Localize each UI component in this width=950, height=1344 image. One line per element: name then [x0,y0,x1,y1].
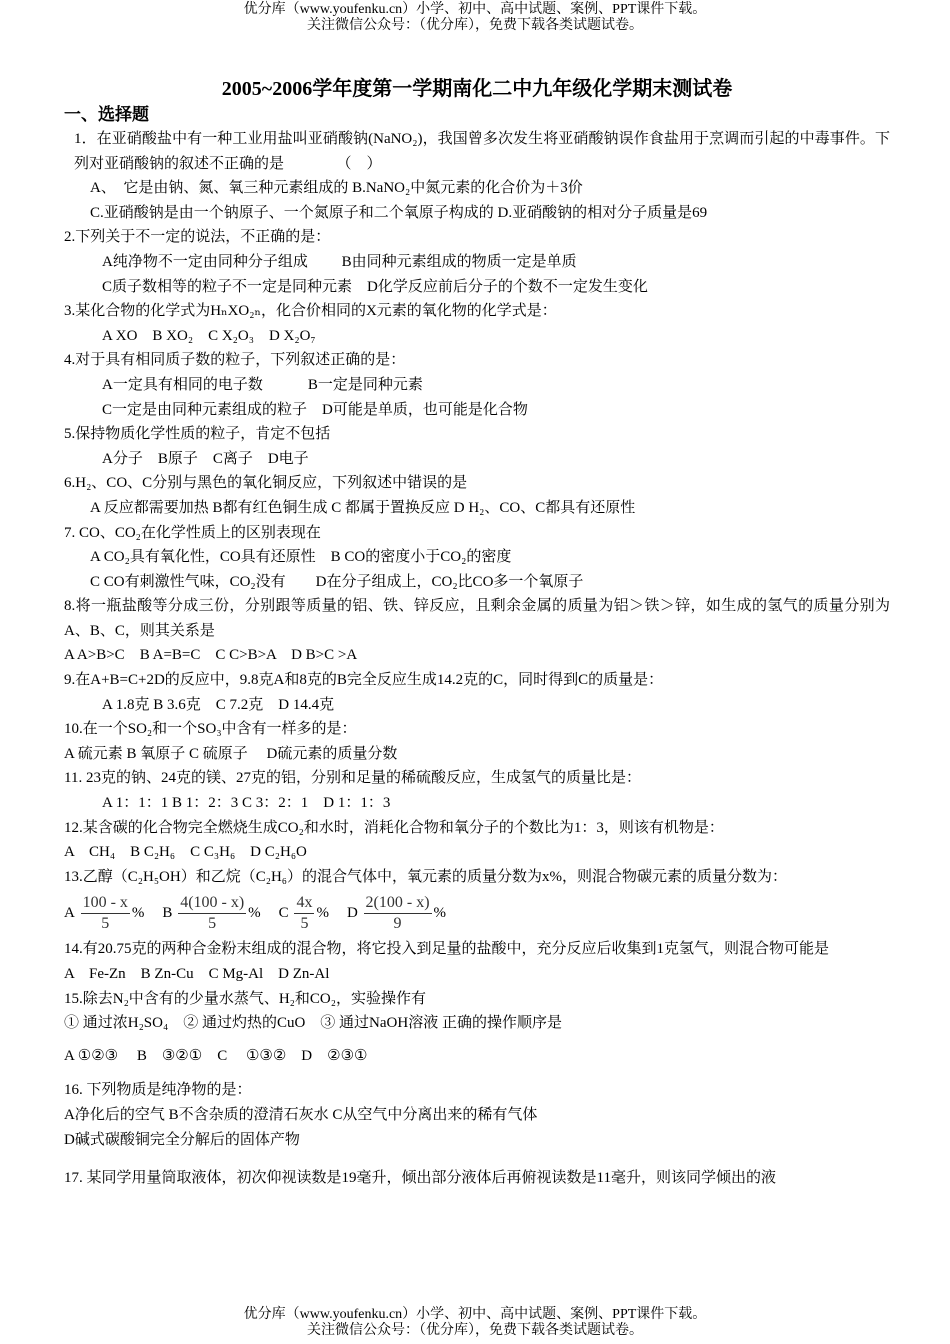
header-line-2: 关注微信公众号：（优分库），免费下载各类试题试卷。 [307,18,643,33]
question-17 [64,1166,890,1191]
footer-line-2: 关注微信公众号：（优分库），免费下载各类试题试卷。 [307,1323,643,1338]
option-c-label: C [278,905,289,922]
question-8 [64,594,890,668]
question-9 [64,668,890,717]
question-16 [64,1078,890,1152]
question-11-options: A 1：1：1 B 1：2：3 C 3：2：1 D 1：1：3 [102,795,391,812]
option-b-denominator: 5 [208,914,217,932]
option-a-percent: % [131,905,145,922]
question-6-stem: 6.H₂、CO、C分别与黑色的氧化铜反应，下列叙述中错误的是 [64,475,468,492]
option-a-fraction [81,893,130,934]
question-10-options: A 硫元素 B 氧原子 C 硫原子 D硫元素的质量分数 [64,745,398,762]
option-c-numerator: 4x [294,893,314,914]
question-13-option-b [162,893,260,934]
question-4-options-ab: A一定具有相同的电子数 B一定是同种元素 [102,376,423,393]
option-d-percent: % [433,905,447,922]
question-16-options-abc: A净化后的空气 B不含杂质的澄清石灰水 C从空气中分离出来的稀有气体 [64,1106,538,1123]
question-2-options-ab: A纯净物不一定由同种分子组成 B由同种元素组成的物质一定是单质 [102,253,577,270]
question-14 [64,937,890,986]
page-title: 2005~2006学年度第一学期南化二中九年级化学期末测试卷 [221,78,733,100]
question-5-stem: 5.保持物质化学性质的粒子，肯定不包括 [64,426,331,443]
question-3-stem: 3.某化合物的化学式为HₙXO₂ₙ，化合价相同的X元素的氧化物的化学式是： [64,303,557,320]
question-4-stem: 4.对于具有相同质子数的粒子，下列叙述正确的是： [64,352,406,369]
question-1 [64,127,890,225]
option-d-denominator: 9 [393,914,402,932]
question-4-options-cd: C一定是由同种元素组成的粒子 D可能是单质，也可能是化合物 [102,401,528,418]
page-footer [0,1307,950,1339]
question-3 [64,299,890,348]
question-2-stem: 2.下列关于不一定的说法，不正确的是： [64,229,331,246]
question-1-options-ab: A、 它是由钠、氮、氧三种元素组成的 B.NaNO₂中氮元素的化合价为＋3价 [90,180,583,197]
question-2 [64,225,890,299]
question-8-options: A A>B>C B A=B=C C C>B>A D B>C >A [64,647,358,664]
option-b-percent: % [248,905,261,922]
question-5-options: A分子 B原子 C离子 D电子 [102,450,309,467]
question-14-stem: 14.有20.75克的两种合金粉末组成的混合物，将它投入到足量的盐酸中，充分反应后收集到1克氢气，则混合物可能是 [64,941,830,958]
option-d-fraction [364,893,432,934]
question-3-options: A XO B XO₂ C X₂O₃ D X₂O₇ [102,327,316,344]
question-4 [64,348,890,422]
spacer [64,1152,890,1166]
question-10 [64,717,890,766]
question-15 [64,987,890,1069]
section-heading: 一、选择题 [64,105,149,124]
question-9-options: A 1.8克 B 3.6克 C 7.2克 D 14.4克 [102,696,335,713]
question-13 [64,865,890,936]
option-d-numerator: 2(100 - x) [364,893,432,914]
question-12-options: A CH₄ B C₂H₆ C C₃H₆ D C₂H₆O [64,844,307,861]
question-5 [64,422,890,471]
question-2-options-cd: C质子数相等的粒子不一定是同种元素 D化学反应前后分子的个数不一定发生变化 [102,278,648,295]
question-15-stem: 15.除去N₂中含有的少量水蒸气、H₂和CO₂，实验操作有 [64,990,426,1007]
option-a-denominator: 5 [101,914,110,932]
page-header [0,2,950,34]
option-c-percent: % [316,905,329,922]
exam-document [64,76,890,1191]
question-12-stem: 12.某含碳的化合物完全燃烧生成CO₂和水时，消耗化合物和氧分子的个数比为1：3，则该有机物是： [64,819,724,836]
option-a-numerator: 100 - x [81,893,130,914]
footer-line-1: 优分库（www.youfenku.cn）小学、初中、高中试题、案例、PPT课件下载。 [243,1307,707,1322]
question-17-stem: 17. 某同学用量筒取液体，初次仰视读数是19毫升，倾出部分液体后再俯视读数是11毫升，则该同学倾出的液 [64,1170,776,1187]
question-15-options: A ①②③ B ③②① C ①③② D ②③① [64,1047,368,1064]
question-9-stem: 9.在A+B=C+2D的反应中，9.8克A和8克的B完全反应生成14.2克的C，同时得到C的质量是： [64,672,664,689]
question-7-options-cd: C CO有刺激性气味，CO₂没有 D在分子组成上，CO₂比CO多一个氧原子 [90,573,584,590]
question-13-option-a [64,893,144,934]
question-13-option-c [279,893,329,934]
spacer [64,1068,890,1078]
question-7-stem: 7. CO、CO₂在化学性质上的区别表现在 [64,524,321,541]
question-10-stem: 10.在一个SO₂和一个SO₃中含有一样多的是： [64,721,357,738]
question-6 [64,471,890,520]
question-1-stem: 1．在亚硝酸盐中有一种工业用盐叫亚硝酸钠(NaNO₂)，我国曾多次发生将亚硝酸钠误作食盐用于烹调而引起的中毒事件。下列对亚硝酸钠的叙述不正确的是 （ ） [74,131,890,172]
question-6-options: A 反应都需要加热 B都有红色铜生成 C 都属于置换反应 D H₂、CO、C都具有还原性 [90,499,636,516]
option-d-label: D [346,905,358,922]
question-8-stem: 8.将一瓶盐酸等分成三份，分别跟等质量的铝、铁、锌反应，且剩余金属的质量为铝＞铁＞锌，如生成的氢气的质量分别为A、B、C，则其关系是 [64,598,890,639]
question-14-options: A Fe-Zn B Zn-Cu C Mg-Al D Zn-Al [64,966,330,982]
option-b-fraction [178,893,246,934]
header-line-1: 优分库（www.youfenku.cn）小学、初中、高中试题、案例、PPT课件下载。 [243,2,707,17]
option-c-fraction [294,893,314,934]
question-11 [64,766,890,815]
question-1-options-cd: C.亚硝酸钠是由一个钠原子、一个氮原子和二个氧原子构成的 D.亚硝酸钠的相对分子质量是69 [90,204,708,221]
question-16-option-d: D碱式碳酸铜完全分解后的固体产物 [64,1131,300,1148]
question-11-stem: 11. 23克的钠、24克的镁、27克的铝，分别和足量的稀硫酸反应，生成氢气的质量比是： [64,770,641,787]
question-13-option-d [347,893,446,934]
option-b-numerator: 4(100 - x) [178,893,246,914]
question-16-stem: 16. 下列物质是纯净物的是： [64,1082,252,1099]
question-15-operations: ① 通过浓H₂SO₄ ② 通过灼热的CuO ③ 通过NaOH溶液 正确的操作顺序是 [64,1015,562,1032]
question-13-options [64,891,890,935]
question-7 [64,521,890,595]
option-a-label: A [64,905,75,922]
question-7-options-ab: A CO₂具有氧化性，CO具有还原性 B CO的密度小于CO₂的密度 [90,549,512,566]
question-13-stem: 13.乙醇（C₂H₅OH）和乙烷（C₂H₆）的混合气体中，氧元素的质量分数为x%，则混合物碳元素的质量分数为： [64,868,788,885]
option-b-label: B [162,905,173,922]
option-c-denominator: 5 [300,914,309,932]
question-12 [64,816,890,865]
